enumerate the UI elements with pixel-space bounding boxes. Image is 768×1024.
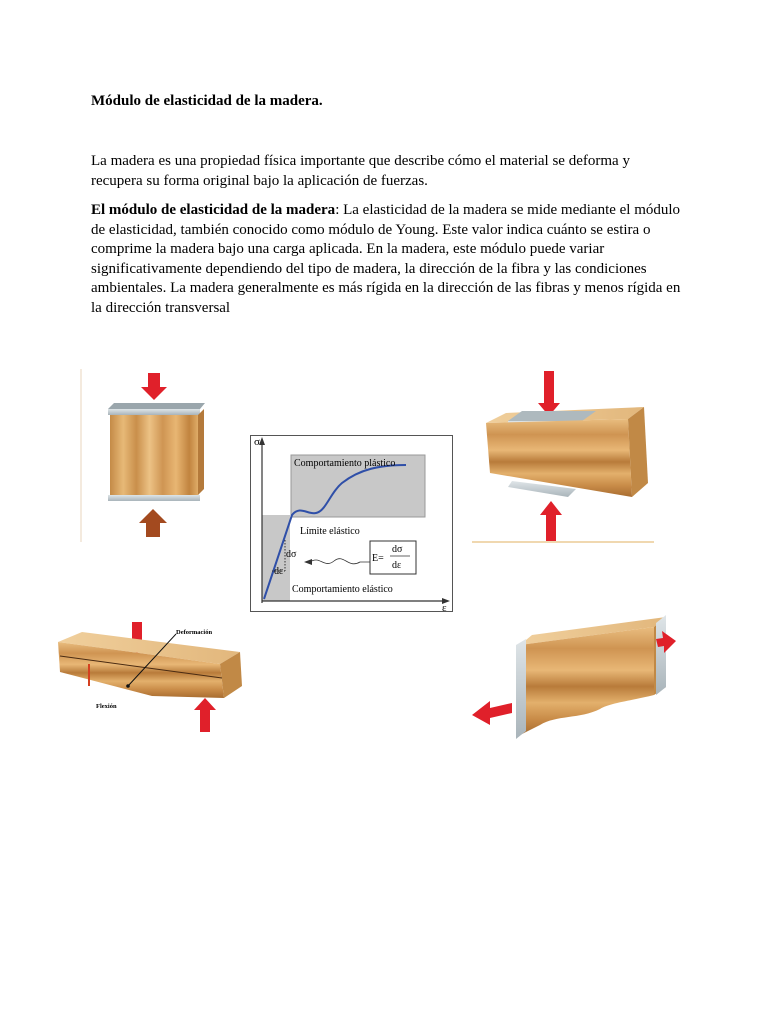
flexion-label: Flexión (96, 703, 117, 710)
elastic-limit-label: Límite elástico (300, 526, 360, 537)
elastic-label: Comportamiento elástico (292, 584, 393, 595)
wood-block (110, 415, 198, 495)
definition-text: : La elasticidad de la madera se mide mediante el módulo de elasticidad, también conocido como módulo de Young. Este valor indica cuánto se estira o comprime la madera bajo una carga aplicada. En la madera, este módulo puede variar significativamente dependiendo del tipo de madera, la dirección de la fibra y las condiciones ambientales. La madera generalmente es más rígida en la dirección de las fibras y menos rígida en la dirección transversal (91, 202, 681, 316)
grip-left (516, 639, 526, 739)
stress-strain-diagram (250, 435, 453, 613)
tension-figure (460, 605, 680, 750)
definition-paragraph (91, 201, 681, 318)
compression-figure (80, 369, 230, 542)
deformation-label: Deformación (176, 629, 213, 636)
top-plate (108, 403, 205, 409)
plastic-label: Comportamiento plástico (294, 458, 396, 469)
shear-beam (486, 419, 632, 497)
shear-arrow-top (538, 371, 560, 416)
bending-figure (52, 586, 244, 736)
formula-denominator: dε (392, 560, 402, 571)
shear-arrow-bottom (540, 501, 562, 541)
bottom-plate (108, 495, 200, 501)
definition-term: El módulo de elasticidad de la madera (91, 202, 336, 218)
shear-plate-top (508, 411, 596, 421)
x-axis-label: ε (442, 602, 447, 613)
intro-paragraph: La madera es una propiedad física importante que describe cómo el material se deforma y recupera su forma original bajo la aplicación de fuerzas. (91, 153, 630, 189)
grip-right (656, 615, 666, 695)
formula-numerator: dσ (392, 544, 403, 555)
depsilon-label: dε (274, 566, 284, 577)
shear-figure (472, 369, 654, 543)
dsigma-label: dσ (286, 549, 297, 560)
y-axis-label: σ (254, 436, 260, 448)
page-title: Módulo de elasticidad de la madera. (91, 93, 323, 109)
formula-lhs: E= (372, 553, 384, 564)
